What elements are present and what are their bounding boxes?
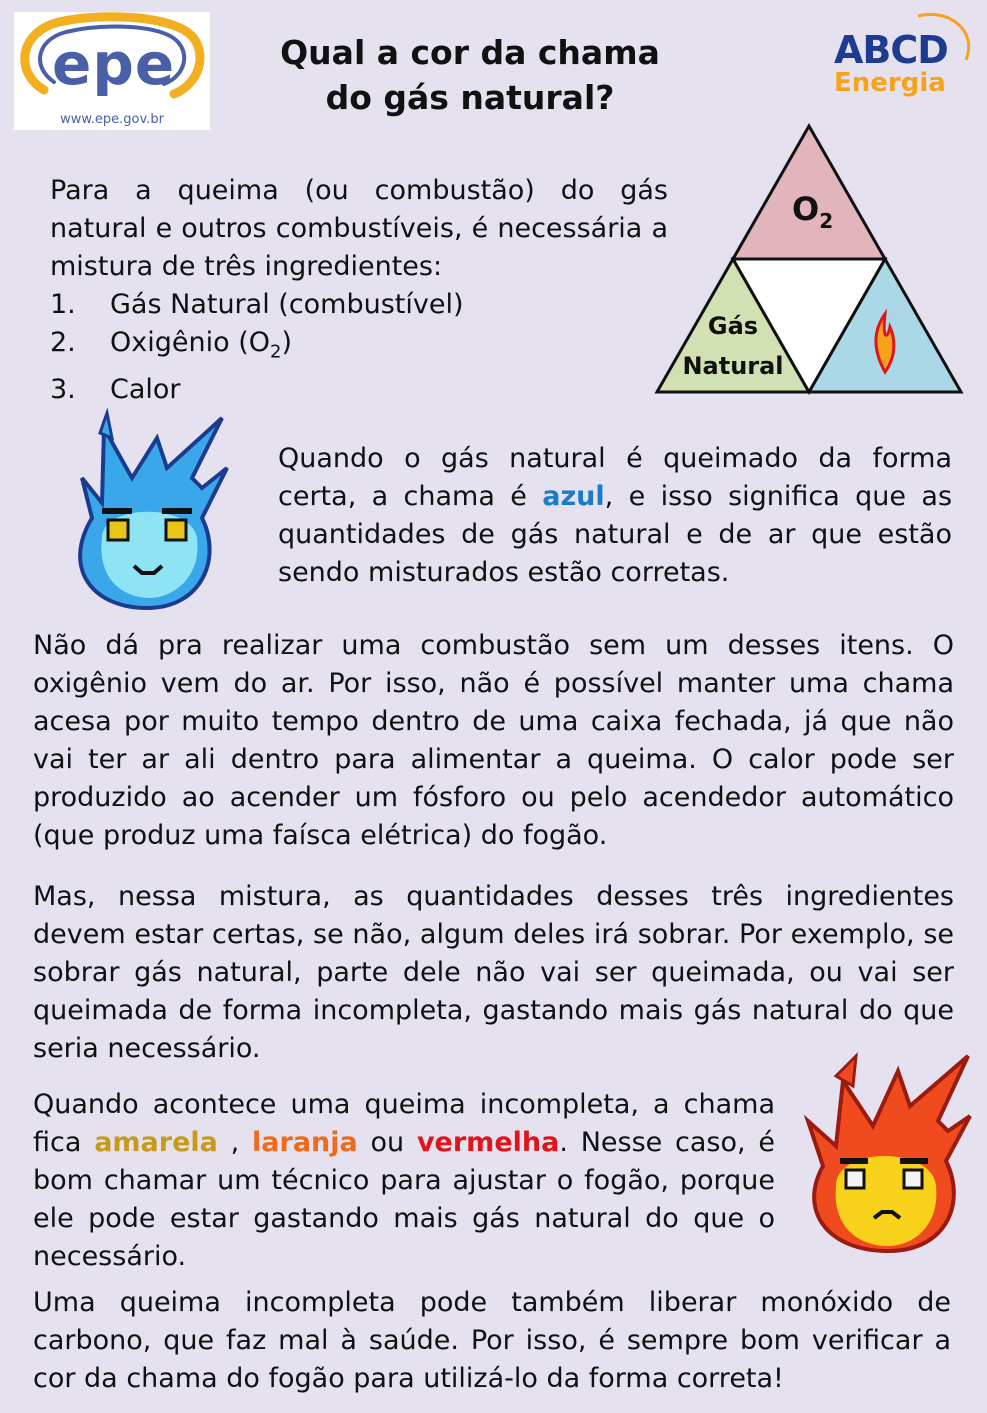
list-number: 3. <box>50 374 76 406</box>
oxygen-paragraph: Não dá pra realizar uma combustão sem um desses itens. O oxigênio vem do ar. Por isso, não é possível manter uma chama acesa por muito tempo dentro de uma caixa fechada, já que não vai ter ar ali dentro para alimentar a queima. O calor pode ser produzido ao acender um fósforo ou pelo acendedor automático (que produz uma faísca elétrica) do fogão. <box>33 630 954 851</box>
list-item <box>50 324 570 371</box>
blue-flame-mascot-icon <box>62 408 237 613</box>
highlight-amarela: amarela <box>94 1127 218 1158</box>
highlight-azul: azul <box>542 481 605 512</box>
fire-triangle-diagram <box>652 122 967 398</box>
title-line-2: do gás natural? <box>325 78 615 117</box>
abcd-brand-sub: Energia <box>834 68 946 98</box>
list-label: Oxigênio $(O_2)$ <box>110 327 292 363</box>
list-label: Calor <box>110 374 181 406</box>
oxygen-label: $O_2$ <box>792 190 834 233</box>
epe-logo-text: epe <box>52 30 176 98</box>
list-label: Gás Natural (combustível) <box>110 289 464 320</box>
gas-label-1: Gás <box>707 312 759 340</box>
intro-paragraph: Para a queima (ou combustão) do gás natural e outros combustíveis, é necessária a mistura de três ingredientes: <box>50 175 668 282</box>
epe-url[interactable]: www.epe.gov.br <box>60 112 164 127</box>
incomplete-burn-paragraph: Quando acontece uma queima incompleta, a chama fica amarela , laranja ou vermelha. Nesse caso, é bom chamar um técnico para ajustar o fogão, porque ele pode estar gastando mais gás natural do que o necessário. <box>33 1089 775 1272</box>
abcd-energia-logo <box>828 10 978 100</box>
gas-label-2: Natural <box>682 352 784 380</box>
carbon-monoxide-paragraph: Uma queima incompleta pode também liberar monóxido de carbono, que faz mal à saúde. Por isso, é sempre bom verificar a cor da chama do fogão para utilizá-lo da forma correta! <box>33 1287 951 1394</box>
list-item <box>50 371 570 409</box>
epe-logo <box>14 12 210 130</box>
highlight-vermelha: vermelha <box>416 1127 560 1158</box>
abcd-brand: ABCD <box>834 28 948 72</box>
list-number: 1. <box>50 289 76 320</box>
highlight-laranja: laranja <box>252 1127 358 1158</box>
page-title <box>250 30 690 120</box>
list-number: 2. <box>50 327 76 358</box>
red-flame-mascot-icon <box>798 1046 976 1256</box>
mixture-paragraph: Mas, nessa mistura, as quantidades desses três ingredientes devem estar certas, se não, algum deles irá sobrar. Por exemplo, se sobrar gás natural, parte dele não vai ser queimada, ou vai ser queimada de forma incompleta, gastando mais gás natural do que seria necessário. <box>33 881 954 1064</box>
list-item <box>50 286 570 324</box>
title-line-1: Qual a cor da chama <box>280 33 660 72</box>
ingredients-list <box>50 286 570 409</box>
blue-flame-paragraph: Quando o gás natural é queimado da forma certa, a chama é azul, e isso significa que as quantidades de gás natural e de ar que estão sendo misturados estão corretas. <box>278 443 953 588</box>
